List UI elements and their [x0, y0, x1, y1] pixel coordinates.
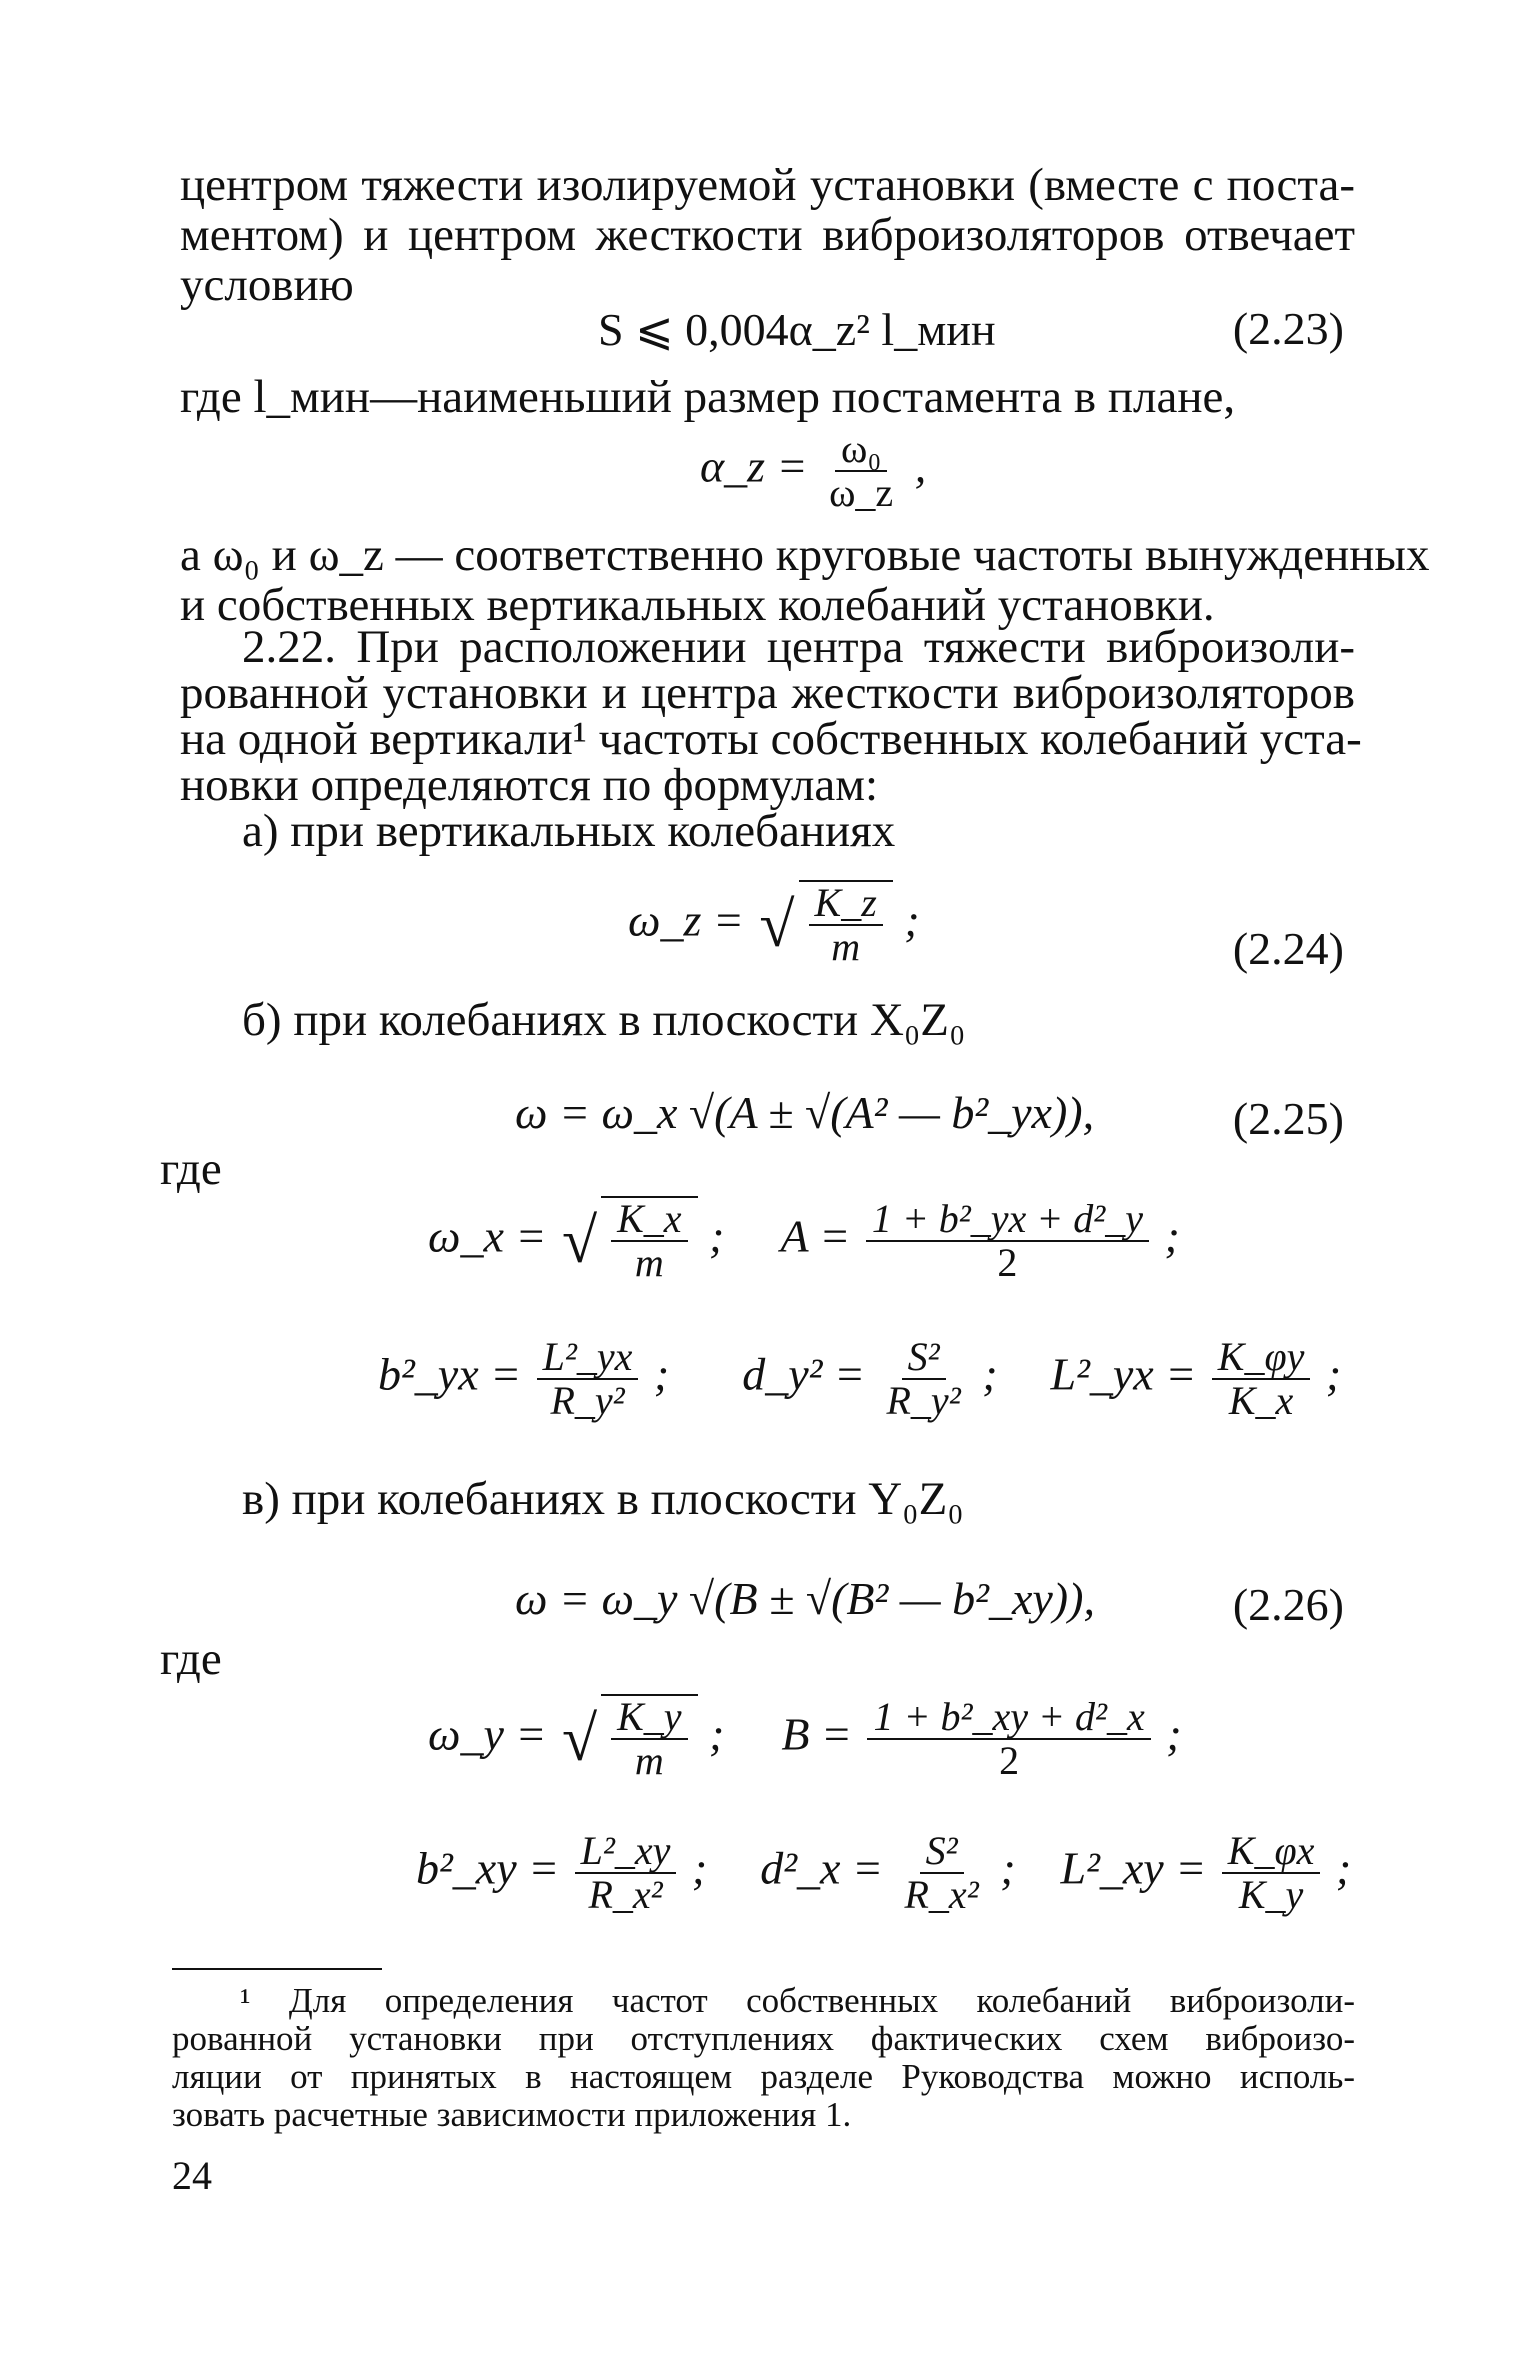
fraction-denominator: R_y²: [550, 1378, 625, 1423]
fraction-numerator: S²: [902, 1336, 946, 1380]
fraction-numerator: K_φx: [1222, 1830, 1321, 1874]
formula-tail: ;: [1164, 1210, 1180, 1262]
formula-lhs: ω_x =: [428, 1210, 547, 1262]
fraction-denominator: K_x: [1228, 1378, 1294, 1423]
paragraph-line: 2.22. При расположении центра тяжести виброизоли-: [242, 621, 1355, 673]
formula-tail: ;: [1000, 1842, 1016, 1894]
where-label: где: [160, 1143, 222, 1195]
paragraph-line: центром тяжести изолируемой установки (вместе с поста-: [180, 159, 1355, 211]
fraction-numerator: K_y: [611, 1696, 687, 1740]
footnote-line: ¹ Для определения частот собственных колебаний виброизоли-: [240, 1981, 1355, 2020]
where-lmin: где l_мин—наименьший размер постамента в плане,: [180, 371, 1236, 423]
fraction-denominator: m: [831, 924, 861, 969]
formula-lhs: L²_xy =: [1060, 1842, 1207, 1894]
item-a: а) при вертикальных колебаниях: [242, 805, 896, 857]
fraction-numerator: L²_yx: [537, 1336, 639, 1380]
item-b: б) при колебаниях в плоскости X₀Z₀: [242, 994, 966, 1046]
fraction: [899, 1830, 985, 1916]
alpha-definition: [700, 428, 926, 514]
fraction: [611, 1696, 687, 1782]
item-c: в) при колебаниях в плоскости Y₀Z₀: [242, 1473, 964, 1525]
fraction: [1222, 1830, 1321, 1916]
equation-number: (2.26): [1232, 1579, 1344, 1630]
fraction: [537, 1336, 639, 1422]
radicand: [799, 880, 893, 968]
paragraph-line: условию: [180, 259, 354, 311]
formula-lhs: d²_x =: [760, 1842, 883, 1894]
fraction: [823, 428, 899, 514]
paragraph-line: на одной вертикали¹ частоты собственных колебаний уста-: [180, 713, 1362, 765]
formula-lhs: A =: [780, 1210, 851, 1262]
equation-2-24: [628, 880, 920, 968]
footnote-line: рованной установки при отступлениях фактических схем виброизо-: [172, 2019, 1355, 2058]
definitions-row: [428, 1694, 1182, 1782]
paragraph-line: а ω₀ и ω_z — соответственно круговые частоты вынужденных: [180, 529, 1430, 581]
formula-tail: ;: [653, 1348, 670, 1400]
fraction-numerator: K_x: [611, 1198, 687, 1242]
paragraph-line: и собственных вертикальных колебаний установки.: [180, 579, 1215, 631]
paragraph-line: рованной установки и центра жесткости виброизоляторов: [180, 667, 1355, 719]
formula-tail: ;: [691, 1842, 708, 1894]
formula-lhs: b²_yx =: [378, 1348, 522, 1400]
where-label: где: [160, 1633, 222, 1685]
fraction: [867, 1696, 1150, 1782]
fraction-numerator: K_φy: [1212, 1336, 1311, 1380]
formula-lhs: ω_y =: [428, 1708, 547, 1760]
fraction-numerator: S²: [920, 1830, 964, 1874]
formula-lhs: d_y² =: [742, 1348, 865, 1400]
formula-lhs: b²_xy =: [416, 1842, 560, 1894]
paragraph-line: новки определяются по формулам:: [180, 759, 879, 811]
page-number: 24: [172, 2153, 212, 2198]
equation-2-23: S ⩽ 0,004α_z² l_мин: [598, 304, 996, 355]
fraction-numerator: 1 + b²_xy + d²_x: [867, 1696, 1150, 1740]
formula-tail: ;: [709, 1708, 725, 1760]
radical-sign: √: [561, 1703, 598, 1774]
paragraph-line: ментом) и центром жесткости виброизоляторов отвечает: [180, 209, 1355, 261]
formula-tail: ;: [904, 894, 920, 946]
formula-tail: ;: [1325, 1348, 1342, 1400]
formula-tail: ;: [1335, 1842, 1352, 1894]
formula-tail: ;: [1166, 1708, 1182, 1760]
fraction-denominator: 2: [999, 1738, 1020, 1783]
fraction-numerator: L²_xy: [575, 1830, 677, 1874]
footnote-line: зовать расчетные зависимости приложения 1.: [172, 2095, 852, 2134]
equation-number: (2.24): [1232, 923, 1344, 974]
equation-2-26: ω = ω_y √(B ± √(B² — b²_xy)),: [515, 1573, 1095, 1624]
fraction-denominator: R_x²: [588, 1872, 663, 1917]
footnote-divider: [172, 1968, 382, 1970]
radical-sign: √: [561, 1205, 598, 1276]
formula-lhs: α_z =: [700, 440, 808, 492]
formula-lhs: B =: [781, 1708, 852, 1760]
formula-lhs: ω_z =: [628, 894, 744, 946]
footnote-line: ляции от принятых в настоящем разделе Руководства можно исполь-: [172, 2057, 1355, 2096]
radical-sign: √: [759, 889, 795, 960]
formula-lhs: L²_yx =: [1050, 1348, 1197, 1400]
radicand: [601, 1196, 697, 1284]
fraction-denominator: ω_z: [829, 470, 894, 515]
fraction-denominator: R_x²: [904, 1872, 979, 1917]
fraction-denominator: 2: [997, 1240, 1018, 1285]
fraction: [809, 882, 883, 968]
definitions-row: [428, 1196, 1180, 1284]
fraction-denominator: R_y²: [886, 1378, 961, 1423]
fraction: [611, 1198, 687, 1284]
fraction: [866, 1198, 1149, 1284]
fraction: [881, 1336, 967, 1422]
equation-number: (2.23): [1232, 303, 1344, 354]
fraction-denominator: m: [634, 1738, 664, 1783]
fraction-denominator: m: [634, 1240, 664, 1285]
fraction-numerator: K_z: [809, 882, 883, 926]
fraction-denominator: K_y: [1238, 1872, 1304, 1917]
definitions-row: [378, 1336, 1341, 1422]
formula-tail: ,: [914, 440, 927, 492]
formula-tail: ;: [982, 1348, 998, 1400]
fraction-numerator: ω₀: [835, 428, 887, 472]
fraction-numerator: 1 + b²_yx + d²_y: [866, 1198, 1149, 1242]
fraction: [1212, 1336, 1311, 1422]
fraction: [575, 1830, 677, 1916]
equation-number: (2.25): [1232, 1093, 1344, 1144]
radicand: [601, 1694, 697, 1782]
formula-tail: ;: [709, 1210, 725, 1262]
definitions-row: [416, 1830, 1351, 1916]
equation-2-25: ω = ω_x √(A ± √(A² — b²_yx)),: [515, 1087, 1095, 1138]
